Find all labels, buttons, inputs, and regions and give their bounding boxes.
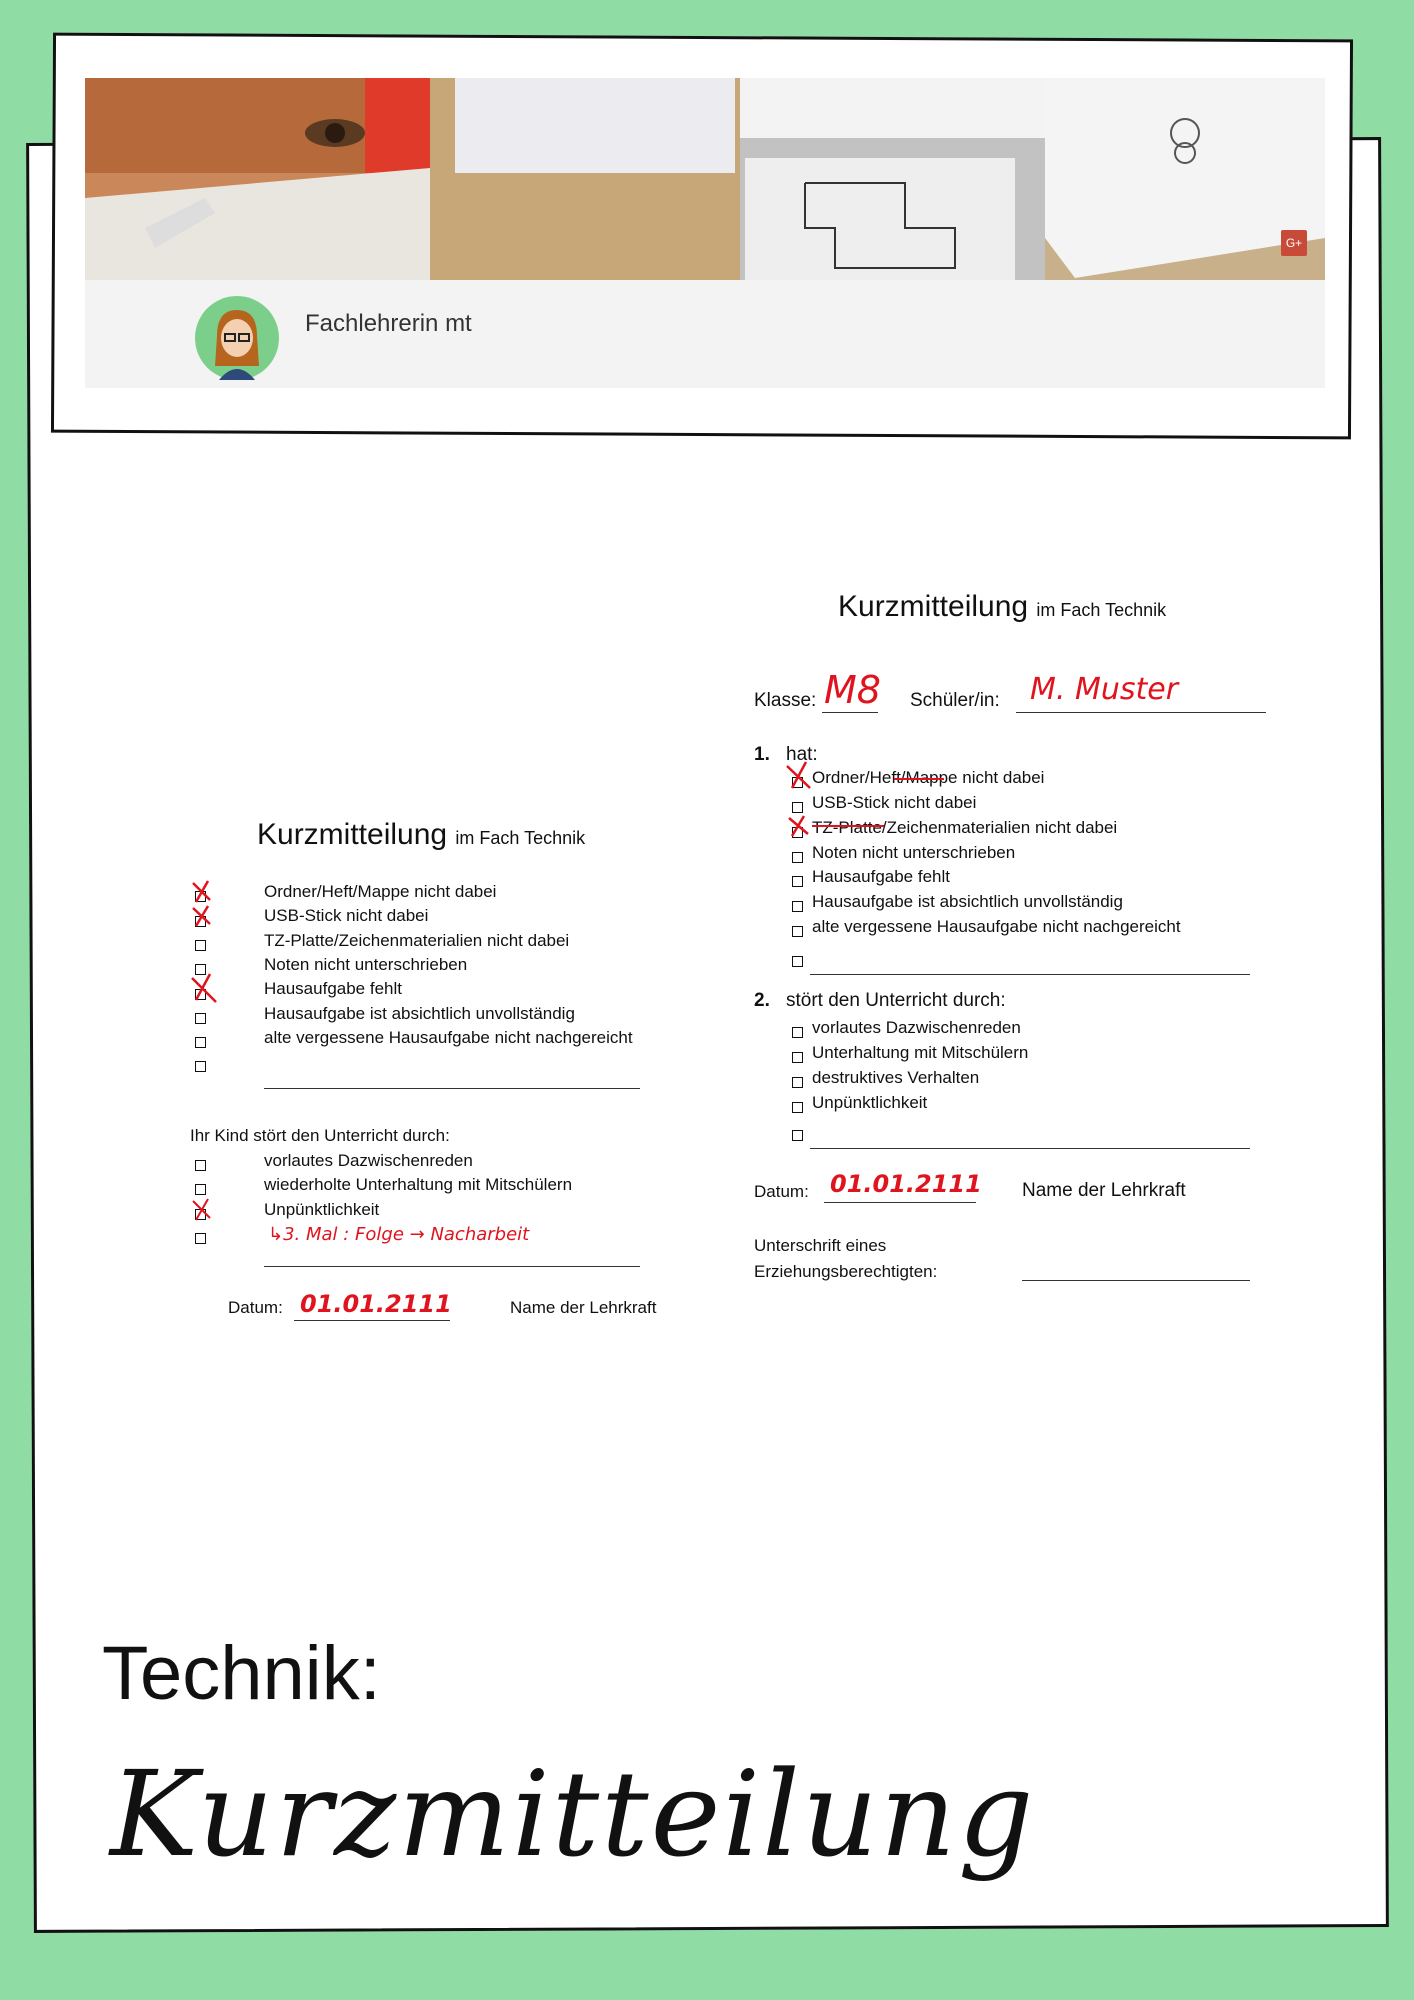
checkbox[interactable] <box>792 956 803 967</box>
handwritten-note: ↳3. Mal : Folge → Nacharbeit <box>268 1224 530 1245</box>
red-check-mark <box>190 1196 220 1226</box>
red-strike-marks <box>784 760 944 850</box>
section1-num: 1. <box>754 744 770 765</box>
blank-line[interactable] <box>810 1148 1250 1149</box>
right-item-label: Ordner/Heft/Mappe nicht dabei <box>812 768 1045 787</box>
right-item2-label: Unterhaltung mit Mitschülern <box>812 1043 1029 1062</box>
left-item-label: Hausaufgabe fehlt <box>264 979 402 998</box>
title-text: Kurzmitteilung <box>257 818 448 851</box>
checkbox[interactable] <box>792 1102 803 1113</box>
left-item2-label: wiederholte Unterhaltung mit Mitschülern <box>264 1175 573 1194</box>
headline-subject: Technik: <box>102 1631 381 1716</box>
student-value[interactable]: M. Muster <box>1030 672 1179 707</box>
left-item-label: Noten nicht unterschrieben <box>264 955 468 974</box>
section2-label: stört den Unterricht durch: <box>786 990 1006 1011</box>
profile-name[interactable]: Fachlehrerin mt <box>305 310 472 337</box>
left-item-label: Ordner/Heft/Mappe nicht dabei <box>264 882 497 901</box>
right-item-label: Hausaufgabe fehlt <box>812 867 950 886</box>
left-item-label: alte vergessene Hausaufgabe nicht nachgereicht <box>264 1028 633 1047</box>
sign-label-1: Unterschrift eines <box>754 1236 887 1255</box>
banner-image <box>85 78 1325 280</box>
checkbox[interactable] <box>195 1184 206 1195</box>
checkbox[interactable] <box>792 852 803 863</box>
student-line <box>1016 712 1266 713</box>
checkbox[interactable] <box>195 1233 206 1244</box>
section2-num: 2. <box>754 990 770 1011</box>
left-item-label: Hausaufgabe ist absichtlich unvollständig <box>264 1004 575 1023</box>
form-left <box>190 818 710 1318</box>
right-date-label: Datum: <box>754 1182 809 1201</box>
date-line <box>294 1320 450 1321</box>
left-item-label: USB-Stick nicht dabei <box>264 906 429 925</box>
right-item-label: Hausaufgabe ist absichtlich unvollständig <box>812 892 1123 911</box>
headline-title: Kurzmitteilung <box>110 1745 1036 1883</box>
left-item2-label: vorlautes Dazwischenreden <box>264 1151 473 1170</box>
class-value[interactable]: M8 <box>824 668 881 712</box>
blank-line[interactable] <box>264 1088 640 1089</box>
title-subtitle: im Fach Technik <box>1036 600 1167 620</box>
right-date-value[interactable]: 01.01.2111 <box>830 1170 982 1198</box>
right-item-label: Noten nicht unterschrieben <box>812 843 1016 862</box>
right-item2-label: destruktives Verhalten <box>812 1068 980 1087</box>
class-line <box>822 712 878 713</box>
left-date-label: Datum: <box>228 1298 283 1317</box>
right-item-label: TZ-Platte/Zeichenmaterialien nicht dabei <box>812 818 1118 837</box>
right-item-label: alte vergessene Hausaufgabe nicht nachgereicht <box>812 917 1181 936</box>
checkbox[interactable] <box>195 1160 206 1171</box>
checkbox[interactable] <box>792 1077 803 1088</box>
right-item-label: USB-Stick nicht dabei <box>812 793 977 812</box>
class-label: Klasse: <box>754 690 817 711</box>
blank-line[interactable] <box>810 974 1250 975</box>
checkbox[interactable] <box>792 1052 803 1063</box>
left-teacher-label: Name der Lehrkraft <box>510 1298 657 1317</box>
red-check-marks <box>190 878 230 1078</box>
checkbox[interactable] <box>792 876 803 887</box>
left-date-value[interactable]: 01.01.2111 <box>300 1290 452 1318</box>
signature-line[interactable] <box>1022 1280 1250 1281</box>
date-line <box>824 1202 976 1203</box>
title-text: Kurzmitteilung <box>838 590 1029 623</box>
checkbox[interactable] <box>792 1130 803 1141</box>
checkbox[interactable] <box>792 926 803 937</box>
right-item2-label: Unpünktlichkeit <box>812 1093 928 1112</box>
left-item2-label: Unpünktlichkeit <box>264 1200 380 1219</box>
section1-label: hat: <box>786 744 818 765</box>
checkbox[interactable] <box>792 1027 803 1038</box>
title-subtitle: im Fach Technik <box>455 828 586 848</box>
left-section2-label: Ihr Kind stört den Unterricht durch: <box>190 1126 450 1145</box>
form-left-title <box>257 818 585 852</box>
student-label: Schüler/in: <box>910 690 1000 711</box>
blank-line[interactable] <box>264 1266 640 1267</box>
checkbox[interactable] <box>792 901 803 912</box>
profile-banner <box>85 78 1325 388</box>
sign-label-2: Erziehungsberechtigten: <box>754 1262 938 1281</box>
form-right-title <box>838 590 1166 624</box>
right-teacher-label: Name der Lehrkraft <box>1022 1180 1186 1201</box>
gplus-icon[interactable]: G+ <box>1281 230 1307 256</box>
left-item-label: TZ-Platte/Zeichenmaterialien nicht dabei <box>264 931 570 950</box>
right-item2-label: vorlautes Dazwischenreden <box>812 1018 1021 1037</box>
form-right <box>754 590 1274 1290</box>
avatar[interactable] <box>195 296 279 380</box>
